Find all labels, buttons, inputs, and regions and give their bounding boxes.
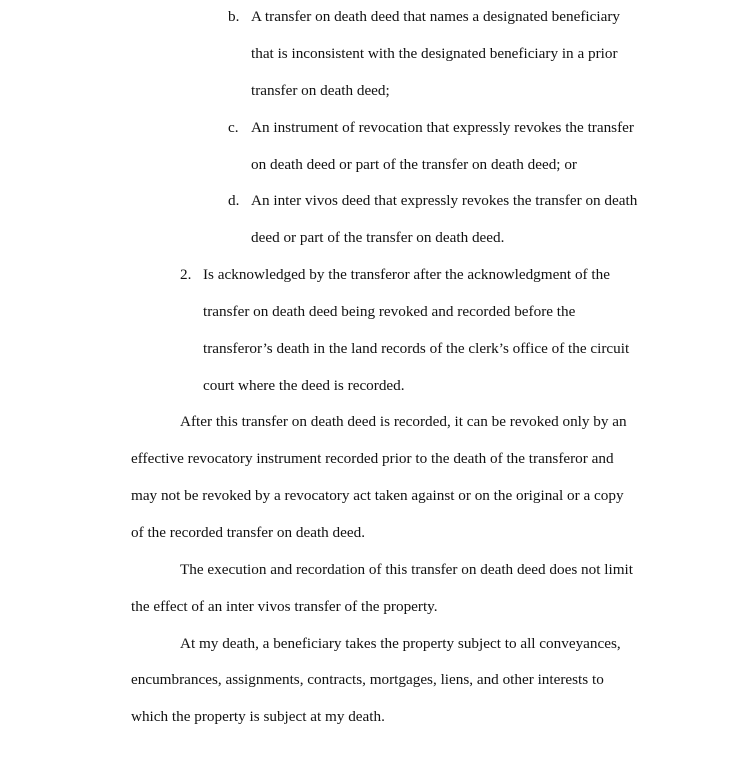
- sub-item-line: on death deed or part of the transfer on death deed; or: [251, 156, 577, 173]
- sub-item-marker: c.: [228, 119, 239, 136]
- sub-item-line: A transfer on death deed that names a designated beneficiary: [251, 8, 620, 25]
- numbered-item-line: Is acknowledged by the transferor after the acknowledgment of the: [203, 266, 610, 283]
- sub-item-line: An instrument of revocation that expressly revokes the transfer: [251, 119, 634, 136]
- sub-item-marker: d.: [228, 192, 240, 209]
- numbered-item-line: transferor’s death in the land records of the clerk’s office of the circuit: [203, 340, 630, 357]
- sub-item-line: An inter vivos deed that expressly revokes the transfer on death: [251, 192, 638, 209]
- paragraph-line: After this transfer on death deed is recorded, it can be revoked only by an: [180, 413, 627, 430]
- paragraph-line: At my death, a beneficiary takes the property subject to all conveyances,: [180, 635, 621, 652]
- sub-item-line: that is inconsistent with the designated beneficiary in a prior: [251, 45, 618, 62]
- paragraph-line: effective revocatory instrument recorded prior to the death of the transferor and: [131, 450, 614, 467]
- numbered-item-line: court where the deed is recorded.: [203, 377, 405, 394]
- sub-item-line: transfer on death deed;: [251, 82, 390, 99]
- numbered-item-marker: 2.: [180, 266, 192, 283]
- numbered-item-line: transfer on death deed being revoked and recorded before the: [203, 303, 576, 320]
- paragraph-line: which the property is subject at my death.: [131, 708, 385, 725]
- paragraph-line: of the recorded transfer on death deed.: [131, 524, 366, 541]
- sub-item-line: deed or part of the transfer on death deed.: [251, 229, 505, 246]
- paragraph-line: The execution and recordation of this transfer on death deed does not limit: [180, 561, 633, 578]
- paragraph-line: the effect of an inter vivos transfer of the property.: [131, 598, 438, 615]
- paragraph-line: encumbrances, assignments, contracts, mortgages, liens, and other interests to: [131, 671, 604, 688]
- paragraph-line: may not be revoked by a revocatory act taken against or on the original or a copy: [131, 487, 624, 504]
- sub-item-marker: b.: [228, 8, 240, 25]
